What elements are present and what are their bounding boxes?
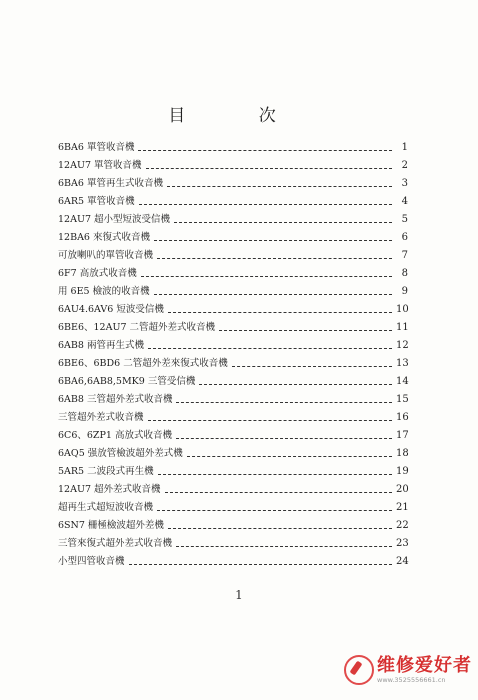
toc-entry-page: 18 xyxy=(396,448,409,459)
toc-entry xyxy=(58,247,408,265)
page-number: 1 xyxy=(235,588,243,602)
toc-entry xyxy=(58,265,408,283)
toc-entry-title: 6C6、6ZP1 高放式收音機 xyxy=(58,430,172,441)
toc-leader-dashes xyxy=(176,401,392,403)
toc-leader-dashes xyxy=(176,545,392,547)
toc-entry-title: 6AQ5 强放管檢波超外差式機 xyxy=(58,448,183,459)
toc-entry xyxy=(58,427,408,445)
toc-leader-dashes xyxy=(219,329,392,331)
toc-leader-dashes xyxy=(187,455,392,457)
toc-leader-dashes xyxy=(165,491,392,493)
toc-entry xyxy=(58,283,408,301)
toc-entry-title: 6BE6、6BD6 二管超外差來復式收音機 xyxy=(58,358,228,369)
toc-entry-title: 6AB8 三管超外差式收音機 xyxy=(58,394,173,405)
toc-entry-title: 6BA6,6AB8,5MK9 三管受信機 xyxy=(58,376,196,387)
toc-entry xyxy=(58,301,408,319)
toc-entry-title: 5AR5 二波段式再生機 xyxy=(58,466,154,477)
toc-entry-page: 15 xyxy=(396,394,409,405)
toc-leader-dashes xyxy=(148,347,392,349)
toc-entry-page: 11 xyxy=(396,322,409,333)
toc-entry xyxy=(58,463,408,481)
toc-leader-dashes xyxy=(138,149,392,151)
toc-entry xyxy=(58,445,408,463)
toc-leader-dashes xyxy=(176,437,392,439)
toc-entry xyxy=(58,373,408,391)
toc-leader-dashes xyxy=(168,311,392,313)
toc-leader-dashes xyxy=(154,239,392,241)
toc-entry xyxy=(58,139,408,157)
toc-entry-page: 4 xyxy=(401,196,408,207)
toc-entry-page: 12 xyxy=(396,340,409,351)
toc-leader-dashes xyxy=(168,527,392,529)
wrench-logo-icon xyxy=(344,655,374,685)
toc-entry xyxy=(58,175,408,193)
toc-entry-title: 三管來復式超外差式收音機 xyxy=(58,538,173,549)
toc-entry-page: 1 xyxy=(401,142,408,153)
toc-entry-page: 5 xyxy=(401,214,408,225)
toc-entry-title: 小型四管收音機 xyxy=(58,556,125,567)
toc-entry-page: 24 xyxy=(396,556,409,567)
toc-entry xyxy=(58,229,408,247)
toc-entry-title: 6BA6 單管再生式收音機 xyxy=(58,178,163,189)
toc-leader-dashes xyxy=(174,221,392,223)
watermark xyxy=(344,655,472,685)
toc-entry xyxy=(58,193,408,211)
table-of-contents xyxy=(58,139,408,571)
toc-entry-page: 13 xyxy=(396,358,409,369)
toc-entry-title: 6AU4.6AV6 短波受信機 xyxy=(58,304,164,315)
watermark-name: 维修爱好者 xyxy=(377,655,472,676)
toc-entry xyxy=(58,409,408,427)
toc-leader-dashes xyxy=(199,383,392,385)
watermark-url: www.3525556661.cn xyxy=(377,676,446,684)
toc-entry-page: 7 xyxy=(401,250,408,261)
toc-leader-dashes xyxy=(139,203,392,205)
toc-leader-dashes xyxy=(148,419,392,421)
toc-entry xyxy=(58,499,408,517)
toc-entry-page: 3 xyxy=(401,178,408,189)
toc-entry-page: 19 xyxy=(396,466,409,477)
toc-entry xyxy=(58,355,408,373)
toc-entry-page: 10 xyxy=(396,304,409,315)
toc-leader-dashes xyxy=(141,275,392,277)
toc-entry-page: 6 xyxy=(401,232,408,243)
toc-leader-dashes xyxy=(146,167,392,169)
toc-leader-dashes xyxy=(158,473,392,475)
toc-entry-title: 6AB8 兩管再生式機 xyxy=(58,340,144,351)
toc-entry-title: 6F7 高放式收音機 xyxy=(58,268,137,279)
toc-entry-title: 12AU7 超外差式收音機 xyxy=(58,484,161,495)
toc-entry xyxy=(58,211,408,229)
toc-entry-page: 9 xyxy=(401,286,408,297)
toc-entry-title: 12AU7 單管收音機 xyxy=(58,160,142,171)
toc-entry-title: 三管超外差式收音機 xyxy=(58,412,144,423)
toc-entry-title: 超再生式超短波收音機 xyxy=(58,502,154,513)
toc-entry-page: 20 xyxy=(396,484,409,495)
toc-entry-title: 6BE6、12AU7 二管超外差式收音機 xyxy=(58,322,216,333)
toc-entry xyxy=(58,157,408,175)
toc-leader-dashes xyxy=(157,257,392,259)
toc-leader-dashes xyxy=(154,293,392,295)
toc-leader-dashes xyxy=(129,563,392,565)
toc-leader-dashes xyxy=(157,509,392,511)
toc-entry-title: 6SN7 柵極檢波超外差機 xyxy=(58,520,164,531)
toc-entry-page: 17 xyxy=(396,430,409,441)
toc-entry xyxy=(58,535,408,553)
toc-entry xyxy=(58,337,408,355)
toc-entry-page: 23 xyxy=(396,538,409,549)
toc-entry-page: 21 xyxy=(396,502,409,513)
toc-entry xyxy=(58,319,408,337)
toc-entry-title: 6AR5 單管收音機 xyxy=(58,196,135,207)
toc-entry-title: 用 6E5 檢波的收音機 xyxy=(58,286,150,297)
toc-entry xyxy=(58,553,408,571)
toc-entry-page: 22 xyxy=(396,520,409,531)
toc-entry xyxy=(58,481,408,499)
toc-entry-page: 16 xyxy=(396,412,409,423)
toc-entry xyxy=(58,517,408,535)
toc-entry-title: 12BA6 來復式收音機 xyxy=(58,232,150,243)
toc-entry-title: 12AU7 超小型短波受信機 xyxy=(58,214,171,225)
toc-entry-page: 8 xyxy=(401,268,408,279)
toc-entry-page: 14 xyxy=(396,376,409,387)
toc-entry-title: 6BA6 單管收音機 xyxy=(58,142,135,153)
toc-leader-dashes xyxy=(167,185,392,187)
toc-entry-title: 可放喇叭的單管收音機 xyxy=(58,250,154,261)
page-title: 目 次 xyxy=(168,106,310,126)
toc-leader-dashes xyxy=(232,365,392,367)
toc-entry xyxy=(58,391,408,409)
toc-entry-page: 2 xyxy=(401,160,408,171)
